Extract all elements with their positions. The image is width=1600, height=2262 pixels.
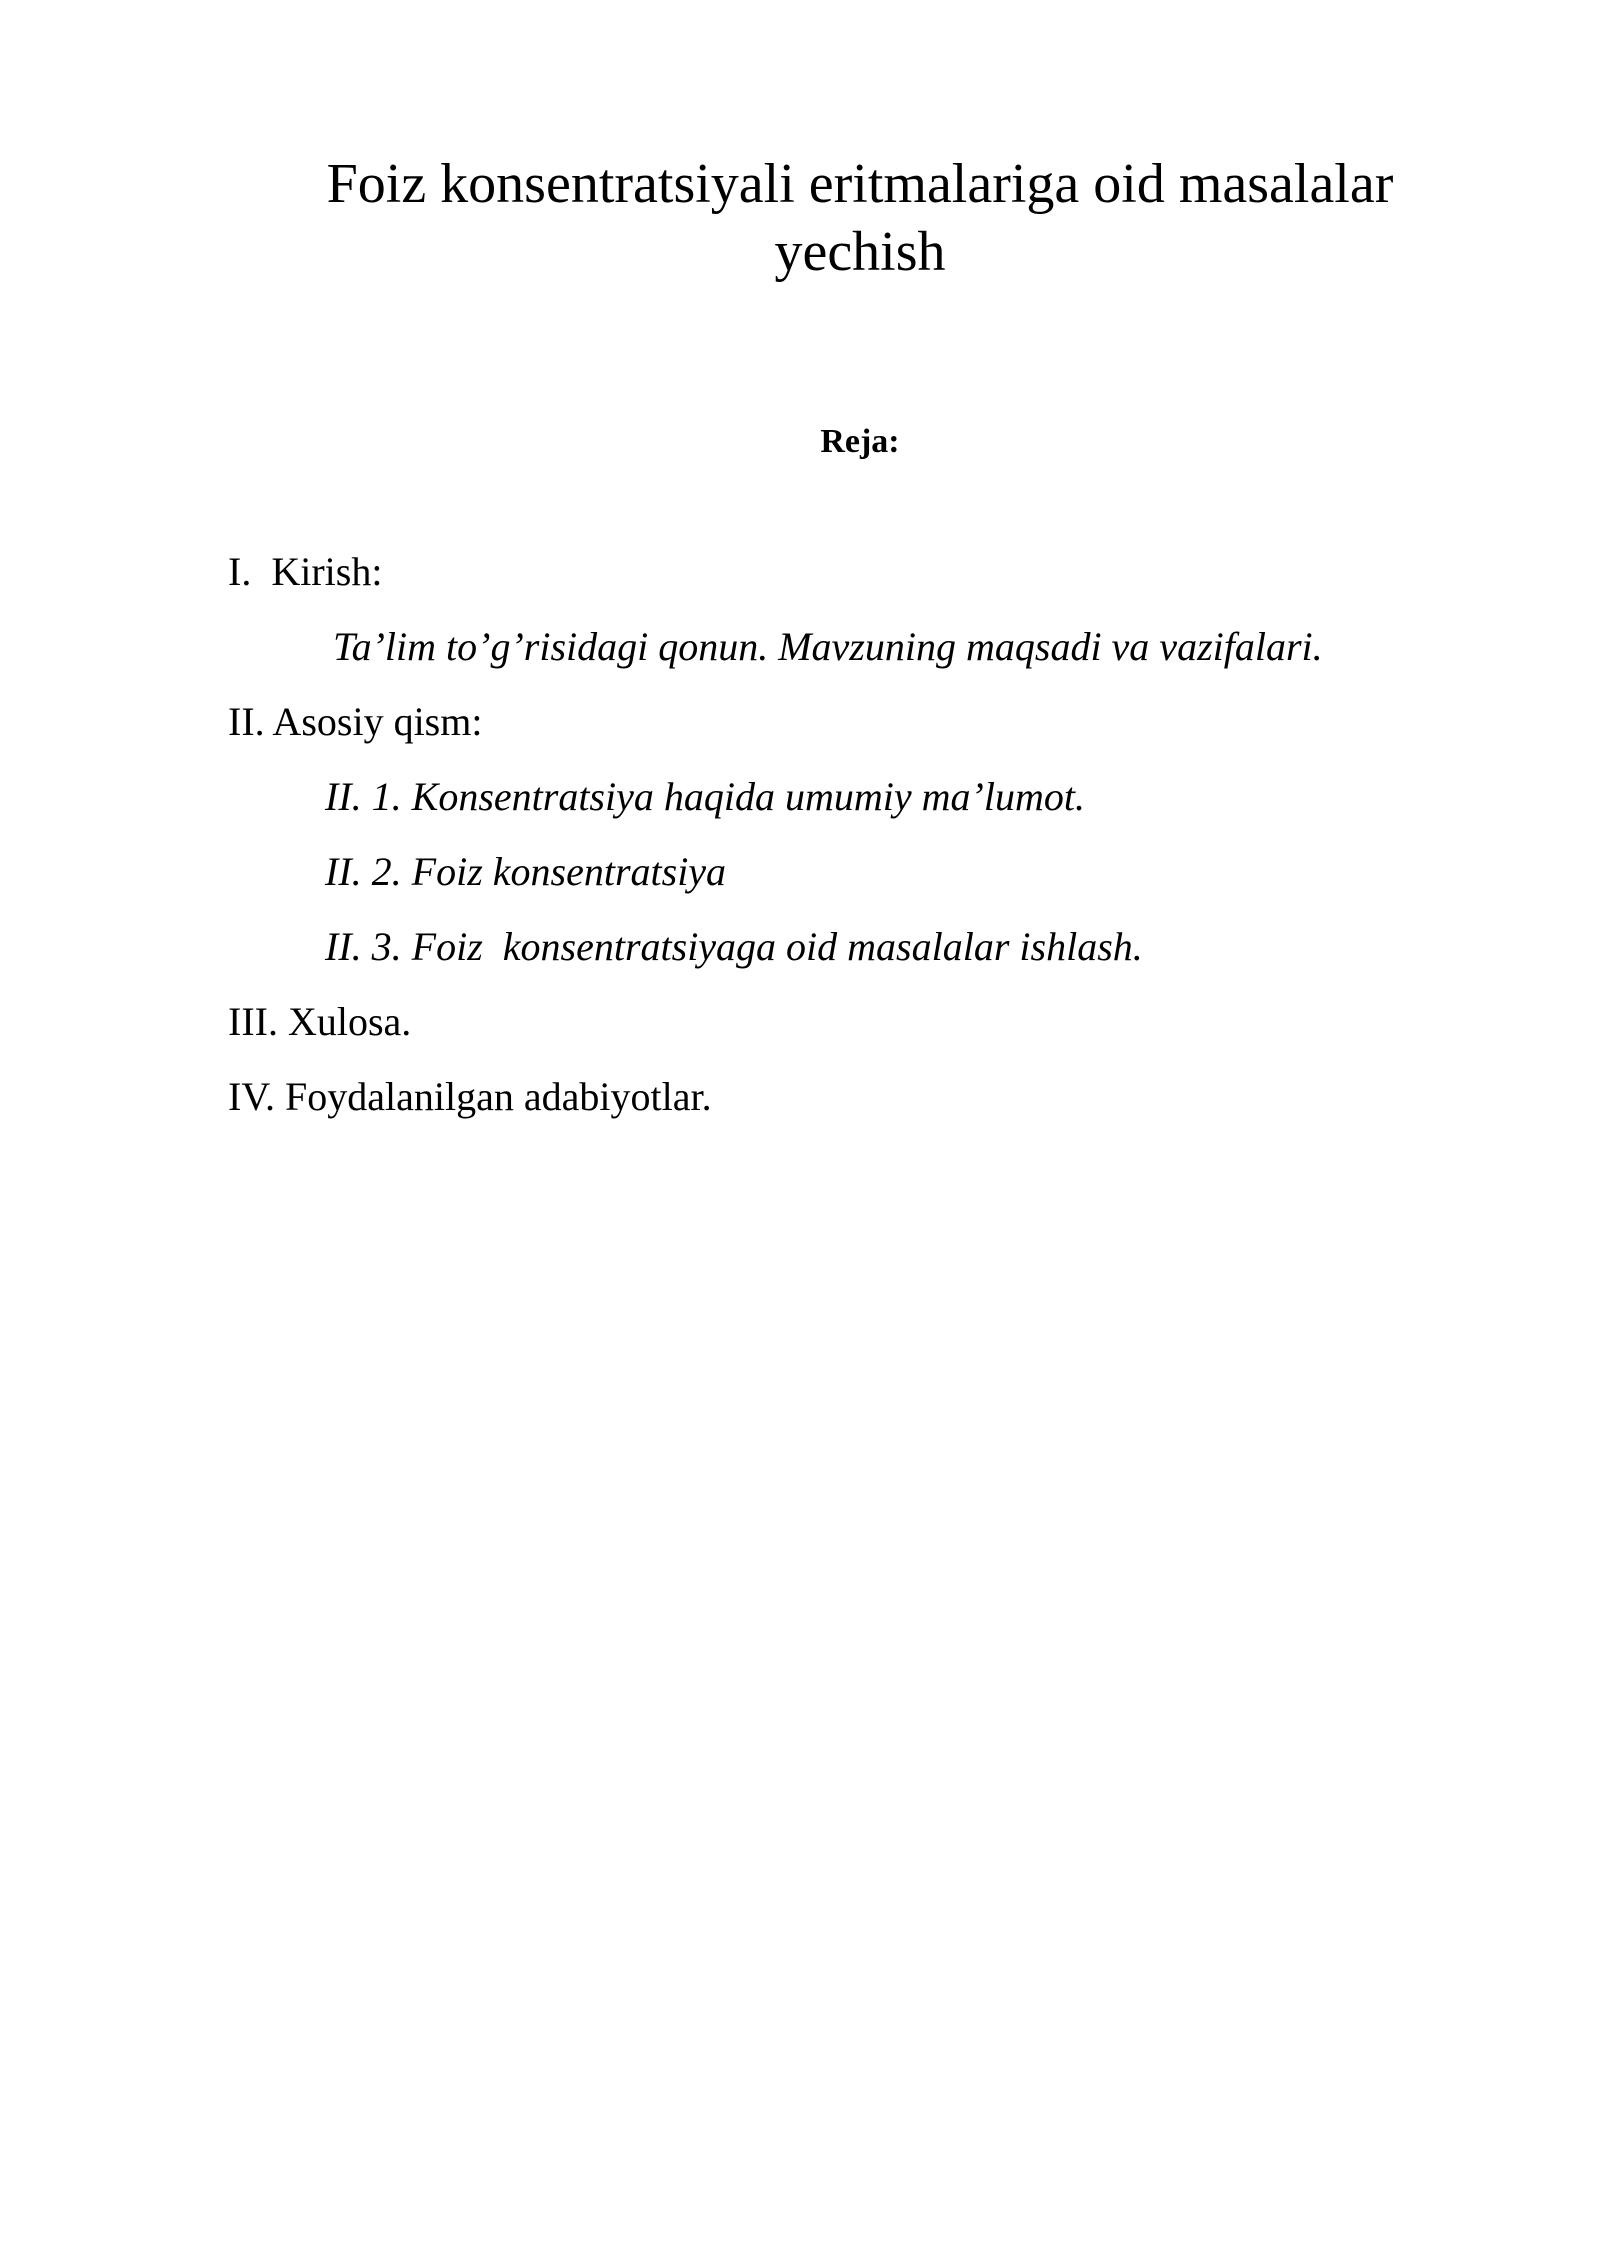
plan-heading: Reja:	[820, 423, 900, 460]
outline-item-conclusion: III. Xulosa.	[228, 999, 412, 1044]
outline-subitem-main-3: II. 3. Foiz konsentratsiyaga oid masalalar ishlash.	[325, 924, 1143, 969]
outline-item-main-part: II. Asosiy qism:	[228, 699, 483, 744]
outline-item-introduction: I. Kirish:	[228, 549, 383, 594]
outline-item-references: IV. Foydalanilgan adabiyotlar.	[228, 1074, 712, 1119]
outline-subitem-main-1: II. 1. Konsentratsiya haqida umumiy ma’lumot.	[325, 774, 1085, 819]
outline-subitem-introduction: Ta’lim to’g’risidagi qonun. Mavzuning maqsadi va vazifalari.	[333, 624, 1323, 669]
outline-subitem-main-2: II. 2. Foiz konsentratsiya	[325, 849, 727, 894]
document-title	[280, 150, 1440, 286]
document-title-line-1: Foiz konsentratsiyali eritmalariga oid masalalar	[326, 153, 1394, 215]
document-title-line-2: yechish	[774, 221, 946, 283]
